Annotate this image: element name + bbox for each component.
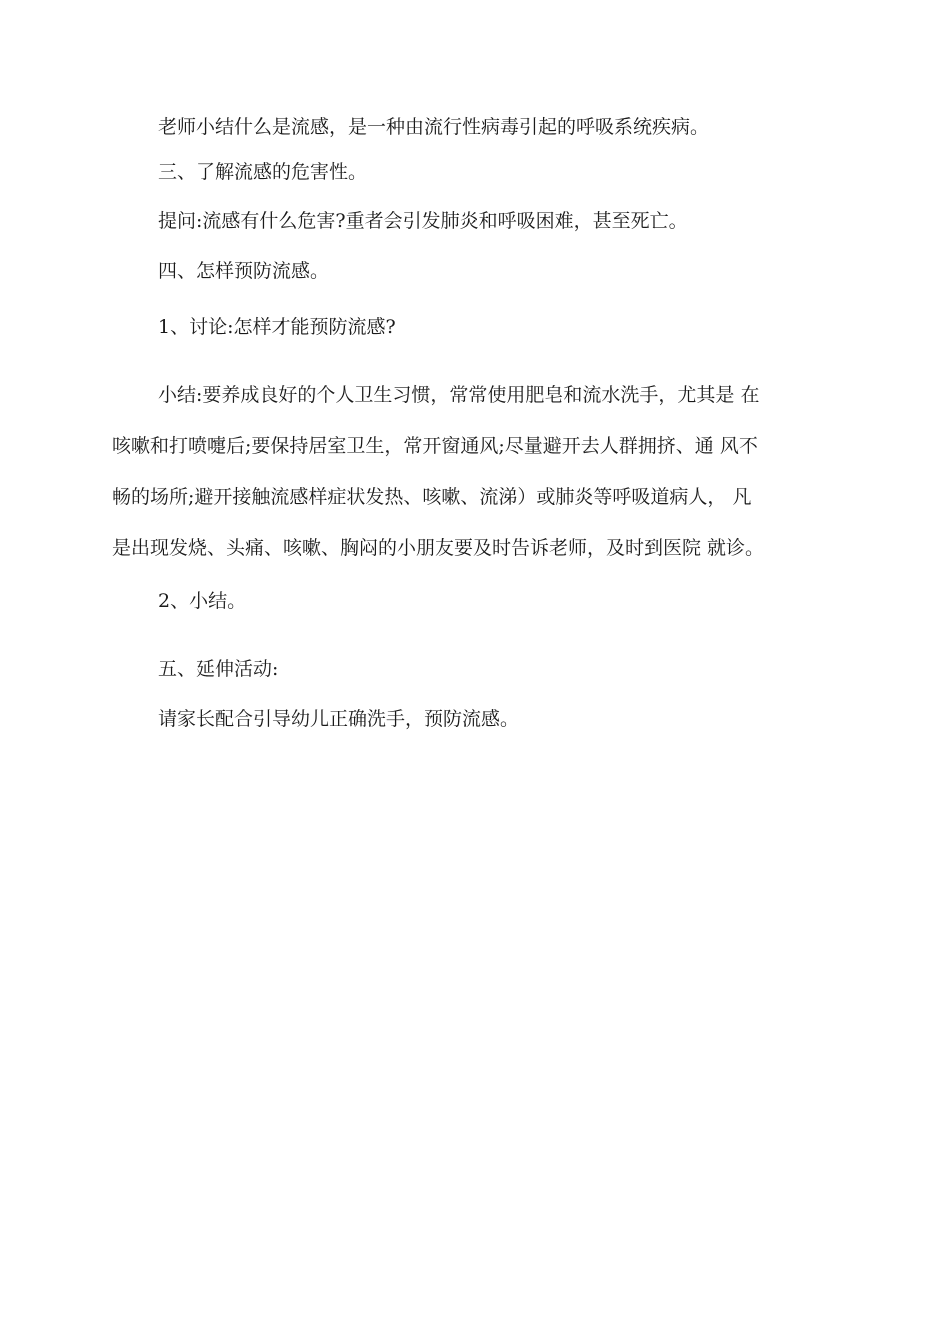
heading-section-five: 五、延伸活动: xyxy=(158,658,279,680)
paragraph-discussion: 1、讨论:怎样才能预防流感? xyxy=(158,316,396,338)
summary-line: 畅的场所;避开接触流感样症状发热、咳嗽、流涕）或肺炎等呼吸道病人， 凡 xyxy=(112,486,752,508)
heading-section-three: 三、了解流感的危害性。 xyxy=(158,161,368,183)
paragraph-teacher-summary: 老师小结什么是流感，是一种由流行性病毒引起的呼吸系统疾病。 xyxy=(158,116,710,138)
heading-section-four: 四、怎样预防流感。 xyxy=(158,260,330,282)
paragraph-extension: 请家长配合引导幼儿正确洗手，预防流感。 xyxy=(158,708,520,730)
paragraph-question: 提问:流感有什么危害?重者会引发肺炎和呼吸困难，甚至死亡。 xyxy=(158,210,688,232)
summary-line: 小结:要养成良好的个人卫生习惯，常常使用肥皂和流水洗手，尤其是 在 xyxy=(158,384,760,406)
paragraph-brief-summary: 2、小结。 xyxy=(158,590,247,612)
summary-line: 是出现发烧、头痛、咳嗽、胸闷的小朋友要及时告诉老师，及时到医院 就诊。 xyxy=(112,537,765,559)
summary-line: 咳嗽和打喷嚏后;要保持居室卫生，常开窗通风;尽量避开去人群拥挤、通 风不 xyxy=(112,435,758,457)
